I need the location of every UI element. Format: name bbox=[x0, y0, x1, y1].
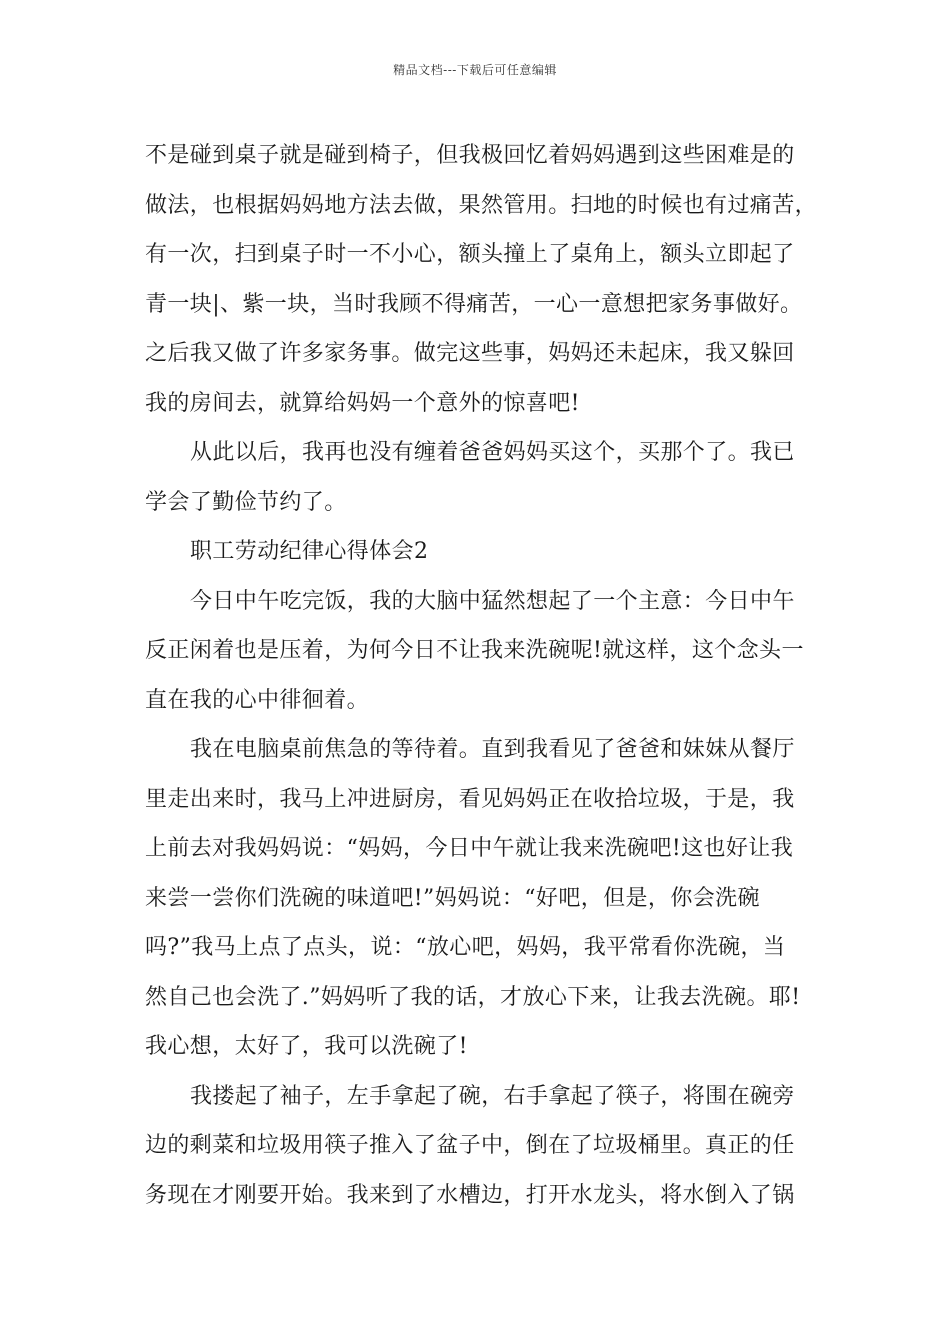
text-line: 边的剩菜和垃圾用筷子推入了盆子中，倒在了垃圾桶里。真正的任 bbox=[145, 1133, 795, 1158]
text-line: 不是碰到桌子就是碰到椅子，但我极回忆着妈妈遇到这些困难是的 bbox=[145, 143, 795, 168]
text-line: 反正闲着也是压着，为何今日不让我来洗碗呢!就这样，这个念头一 bbox=[145, 638, 804, 663]
text-line: 来尝一尝你们洗碗的味道吧!”妈妈说：“好吧，但是，你会洗碗 bbox=[145, 885, 760, 911]
text-line: 有一次，扫到桌子时一不小心，额头撞上了桌角上，额头立即起了 bbox=[145, 242, 795, 267]
document-body bbox=[145, 131, 825, 1220]
text-line: 然自己也会洗了.”妈妈听了我的话，才放心下来，让我去洗碗。耶! bbox=[145, 984, 801, 1010]
paragraph-first-line: 从此以后，我再也没有缠着爸爸妈妈买这个，买那个了。我已 bbox=[190, 440, 795, 465]
text-line: 吗?”我马上点了点头，说：“放心吧，妈妈，我平常看你洗碗，当 bbox=[145, 935, 786, 960]
text-line: 做法，也根据妈妈地方法去做，果然管用。扫地的时候也有过痛苦， bbox=[145, 192, 818, 218]
text-line: 我心想，太好了，我可以洗碗了! bbox=[145, 1034, 468, 1059]
text-line: 之后我又做了许多家务事。做完这些事，妈妈还未起床，我又躲回 bbox=[145, 341, 795, 366]
text-line: 学会了勤俭节约了。 bbox=[145, 489, 347, 515]
text-line: 青一块|、紫一块，当时我顾不得痛苦，一心一意想把家务事做好。 bbox=[145, 291, 803, 317]
page-header: 精品文档---下载后可任意编辑 bbox=[393, 63, 557, 77]
text-line: 上前去对我妈妈说：“妈妈，今日中午就让我来洗碗吧!这也好让我 bbox=[145, 836, 794, 861]
section-heading: 职工劳动纪律心得体会2 bbox=[190, 539, 429, 564]
paragraph-first-line: 我在电脑桌前焦急的等待着。直到我看见了爸爸和妹妹从餐厅 bbox=[190, 737, 795, 762]
paragraph-first-line: 我搂起了袖子，左手拿起了碗，右手拿起了筷子，将围在碗旁 bbox=[190, 1083, 795, 1109]
text-line: 直在我的心中徘徊着。 bbox=[145, 687, 370, 713]
text-line: 我的房间去，就算给妈妈一个意外的惊喜吧! bbox=[145, 390, 580, 416]
text-line: 里走出来时，我马上冲进厨房，看见妈妈正在收拾垃圾，于是，我 bbox=[145, 786, 795, 812]
text-line: 务现在才刚要开始。我来到了水槽边，打开水龙头，将水倒入了锅 bbox=[145, 1182, 795, 1208]
paragraph-first-line: 今日中午吃完饭，我的大脑中猛然想起了一个主意：今日中午 bbox=[190, 588, 795, 614]
